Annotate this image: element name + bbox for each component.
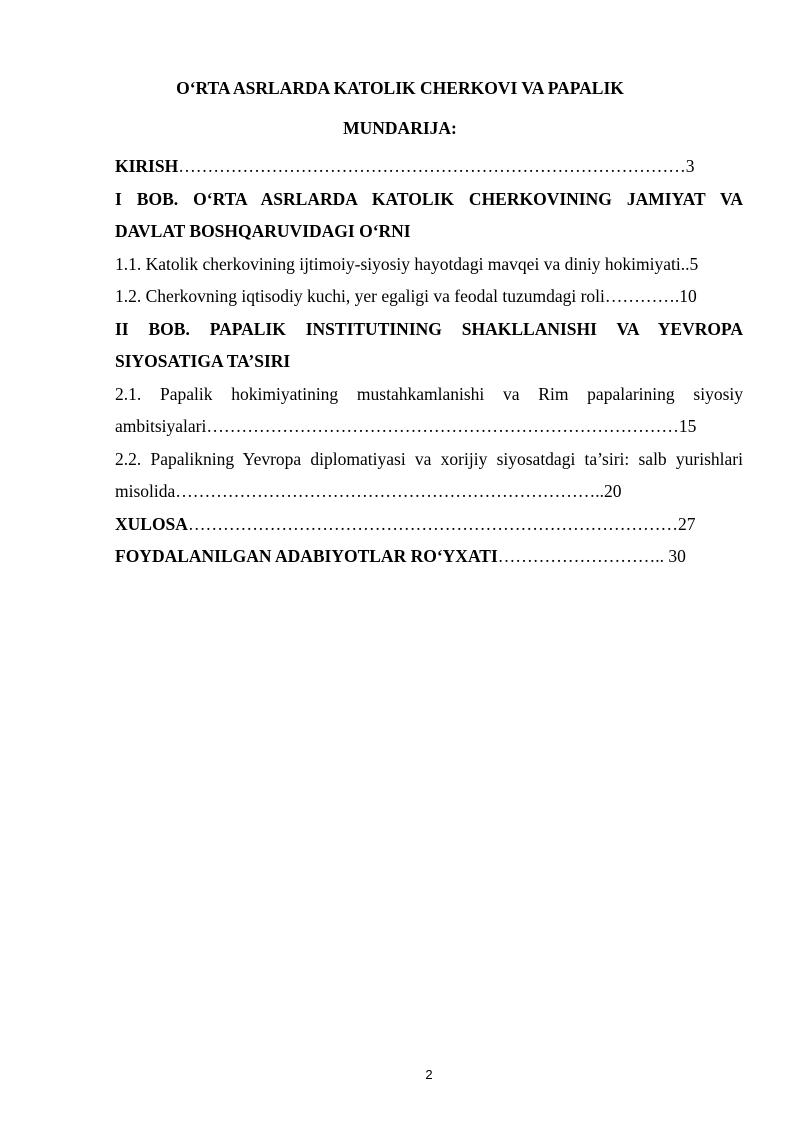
toc-entry-conclusion-leader: ………………………………………………………………………… [187, 513, 678, 534]
table-of-contents [115, 150, 743, 573]
toc-entry-references-page: 30 [668, 546, 686, 566]
toc-entry-conclusion[interactable] [115, 508, 743, 541]
toc-entry-intro-label: KIRISH [115, 156, 179, 176]
toc-chapter-2-line-1[interactable]: II BOB. PAPALIK INSTITUTINING SHAKLLANISHI VA YEVROPA [115, 318, 743, 339]
page-number: 2 [425, 1067, 433, 1082]
toc-entry-intro[interactable] [115, 150, 743, 183]
document-title: O‘RTA ASRLARDA KATOLIK CHERKOVI VA PAPALIK [176, 78, 624, 98]
toc-section-2-2-line-1[interactable]: 2.2. Papalikning Yevropa diplomatiyasi va xorijiy siyosatdagi ta’siri: salb yurishlari [115, 448, 743, 469]
toc-chapter-1-line-1[interactable]: I BOB. O‘RTA ASRLARDA KATOLIK CHERKOVINING JAMIYAT VA [115, 188, 743, 209]
toc-heading: MUNDARIJA: [343, 118, 457, 138]
toc-section-2-1-line-2[interactable]: ambitsiyalari………………………………………………………………………15 [115, 416, 697, 436]
toc-chapter-1-line-2[interactable]: DAVLAT BOSHQARUVIDAGI O‘RNI [115, 221, 411, 241]
toc-section-1-1[interactable]: 1.1. Katolik cherkovining ijtimoiy-siyosiy hayotdagi mavqei va diniy hokimiyati..5 [115, 253, 699, 274]
toc-section-2-1-line-1[interactable]: 2.1. Papalik hokimiyatining mustahkamlanishi va Rim papalarining siyosiy [115, 383, 743, 404]
toc-entry-references-leader: ……………………….. [497, 546, 669, 566]
toc-chapter-2-line-2[interactable]: SIYOSATIGA TA’SIRI [115, 351, 291, 371]
toc-entry-conclusion-page: 27 [677, 513, 696, 534]
toc-entry-intro-leader: …………………………………………………………………………… [178, 156, 686, 176]
toc-section-1-2[interactable]: 1.2. Cherkovning iqtisodiy kuchi, yer egaligi va feodal tuzumdagi roli………….10 [115, 286, 697, 306]
toc-entry-conclusion-label: XULOSA [115, 513, 188, 534]
toc-section-2-2-line-2[interactable]: misolida………………………………………………………………..20 [115, 481, 622, 501]
toc-entry-references-label: FOYDALANILGAN ADABIYOTLAR RO‘YXATI [115, 546, 498, 566]
toc-entry-intro-page: 3 [685, 156, 695, 176]
toc-entry-references[interactable] [115, 540, 743, 573]
